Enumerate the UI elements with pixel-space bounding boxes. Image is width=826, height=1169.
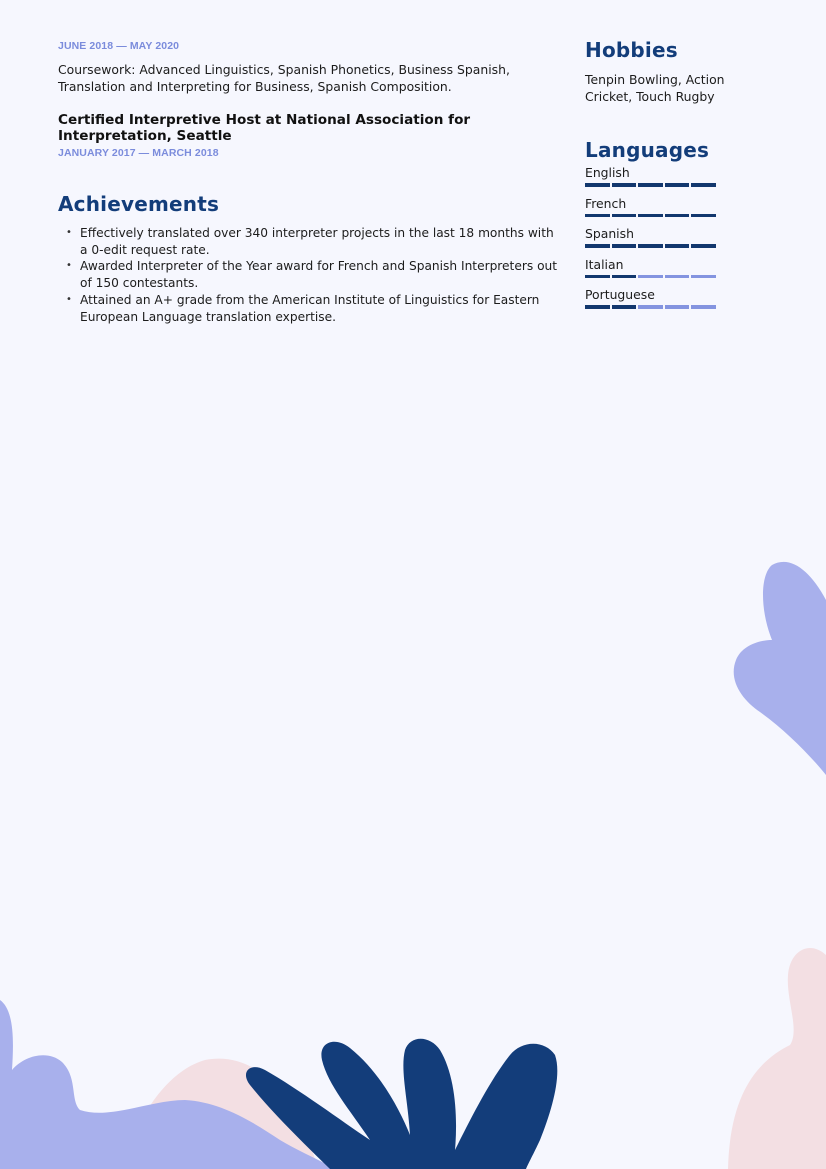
achievements-list	[58, 225, 563, 325]
level-segment-filled	[691, 244, 716, 248]
level-segment-filled	[612, 183, 637, 187]
language-name: English	[585, 165, 630, 180]
language-level-bar	[585, 214, 785, 218]
sidebar-column	[585, 38, 785, 315]
achievement-item: • Effectively translated over 340 interpreter projects in the last 18 months with a 0-edit request rate.	[58, 225, 563, 258]
level-segment-filled	[638, 244, 663, 248]
level-segment-filled	[638, 183, 663, 187]
level-segment-empty	[665, 305, 690, 309]
language-level-bar	[585, 275, 785, 279]
level-segment-empty	[691, 275, 716, 279]
education-date: JUNE 2018 — MAY 2020	[58, 40, 180, 52]
language-item	[585, 193, 785, 224]
blob-pink-right	[728, 948, 826, 1169]
level-segment-empty	[638, 305, 663, 309]
achievement-item: • Awarded Interpreter of the Year award for French and Spanish Interpreters out of 150 contestants.	[58, 258, 563, 291]
level-segment-filled	[665, 183, 690, 187]
main-column	[58, 40, 563, 325]
level-segment-filled	[638, 214, 663, 218]
level-segment-filled	[612, 305, 637, 309]
language-name: Italian	[585, 256, 624, 272]
certification-date: JANUARY 2017 — MARCH 2018	[58, 147, 219, 159]
level-segment-filled	[612, 244, 637, 248]
level-segment-filled	[612, 214, 637, 218]
level-segment-empty	[691, 305, 716, 309]
level-segment-empty	[665, 275, 690, 279]
certification-title: Certified Interpretive Host at National Association for Interpretation, Seattle	[58, 112, 471, 144]
level-segment-filled	[585, 244, 610, 248]
level-segment-filled	[585, 183, 610, 187]
leaf-shape-right	[734, 562, 826, 775]
hobbies-text: Tenpin Bowling, Action Cricket, Touch Rugby	[585, 72, 725, 104]
level-segment-filled	[665, 214, 690, 218]
language-name: French	[585, 195, 627, 211]
language-item	[585, 162, 785, 193]
hobbies-heading: Hobbies	[585, 38, 678, 62]
level-segment-filled	[691, 214, 716, 218]
languages-heading: Languages	[585, 138, 710, 162]
level-segment-filled	[691, 183, 716, 187]
language-level-bar	[585, 244, 785, 248]
languages-list	[585, 162, 785, 315]
level-segment-filled	[585, 275, 610, 279]
achievements-heading: Achievements	[58, 192, 220, 216]
language-item	[585, 284, 785, 315]
language-level-bar	[585, 305, 785, 309]
language-level-bar	[585, 183, 785, 187]
level-segment-empty	[638, 275, 663, 279]
language-name: Spanish	[585, 226, 634, 241]
language-item	[585, 223, 785, 254]
level-segment-filled	[585, 305, 610, 309]
language-name: Portuguese	[585, 287, 655, 302]
level-segment-filled	[612, 275, 637, 279]
achievement-item: • Attained an A+ grade from the American Institute of Linguistics for Eastern European Language translation expertise.	[58, 292, 563, 325]
level-segment-filled	[665, 244, 690, 248]
level-segment-filled	[585, 214, 610, 218]
language-item	[585, 254, 785, 285]
coursework-text: Coursework: Advanced Linguistics, Spanish Phonetics, Business Spanish, Translation and Interpreting for Business, Spanish Composition.	[58, 62, 510, 94]
